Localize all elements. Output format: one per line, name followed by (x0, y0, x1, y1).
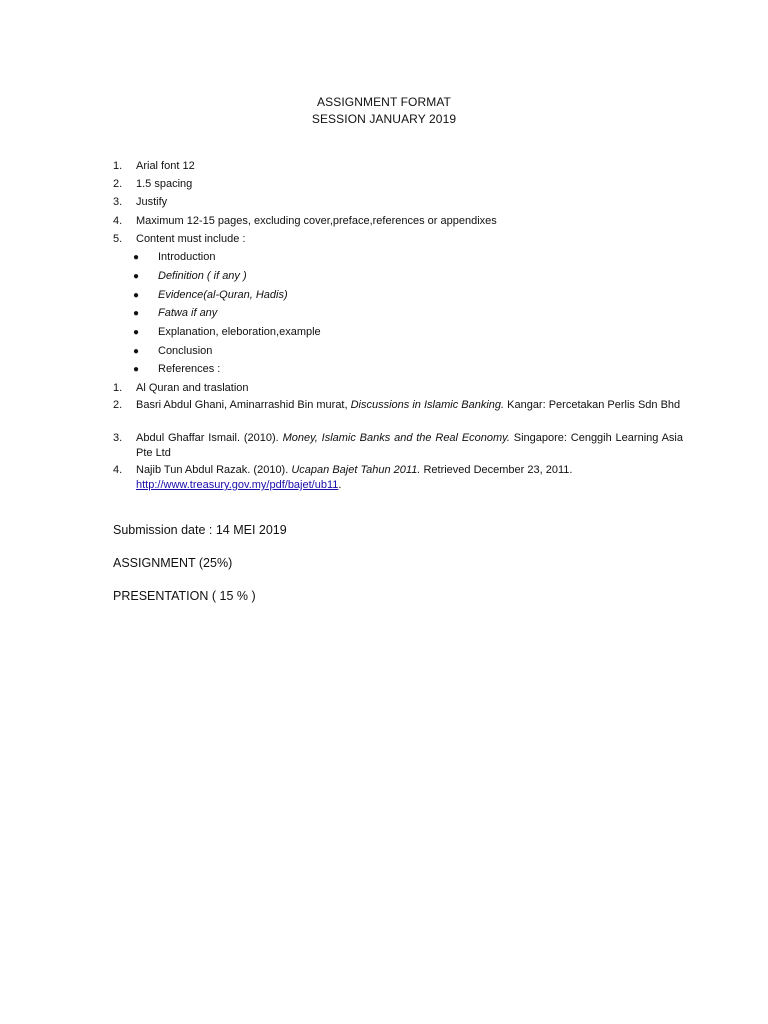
list-item: 2. 1.5 spacing (113, 178, 193, 190)
reference-title: Money, Islamic Banks and the Real Economy. (282, 432, 510, 444)
bullet-icon: ● (133, 308, 140, 319)
list-item: 1. Arial font 12 (113, 160, 195, 172)
content-bullet-list (113, 250, 683, 380)
reference-list (113, 381, 683, 495)
reference-author: Najib Tun Abdul Razak. (136, 464, 251, 476)
reference-url-link[interactable]: http://www.treasury.gov.my/pdf/bajet/ub11 (136, 479, 339, 491)
assignment-weight: ASSIGNMENT (25%) (113, 556, 233, 570)
bullet-item: ● Introduction (133, 251, 216, 263)
bullet-item: ● Evidence(al-Quran, Hadis) (133, 289, 288, 301)
reference-author: Abdul Ghaffar Ismail. (136, 432, 241, 444)
bullet-icon: ● (133, 271, 140, 282)
reference-publisher: Kangar: Percetakan Perlis Sdn Bhd (507, 399, 681, 411)
reference-item: 1. Al Quran and traslation (113, 382, 249, 394)
reference-year: (2010). (253, 464, 289, 476)
reference-title: Discussions in Islamic Banking. (350, 399, 505, 411)
presentation-weight: PRESENTATION ( 15 % ) (113, 589, 256, 603)
bullet-icon: ● (133, 364, 140, 375)
list-item: 5. Content must include : (113, 233, 246, 245)
reference-publisher: Retrieved December 23, 2011. (423, 464, 573, 476)
document-title (0, 94, 768, 128)
reference-title: Ucapan Bajet Tahun 2011. (291, 464, 421, 476)
list-item: 4. Maximum 12-15 pages, excluding cover,preface,references or appendixes (113, 215, 497, 227)
submission-date: Submission date : 14 MEI 2019 (113, 523, 287, 537)
bullet-icon: ● (133, 346, 140, 357)
bullet-item: ● Fatwa if any (133, 307, 218, 319)
bullet-item: ● Definition ( if any ) (133, 270, 247, 282)
bullet-item: ● Conclusion (133, 345, 213, 357)
reference-item: 4. Najib Tun Abdul Razak. (2010). Ucapan Bajet Tahun 2011. Retrieved December 23, 2011. http://www.treasury.gov.my/pdf/bajet/ub11. (113, 464, 573, 491)
list-item: 3. Justify (113, 196, 168, 208)
reference-year: (2010). (243, 432, 279, 444)
bullet-icon: ● (133, 252, 140, 263)
title-line-2: SESSION JANUARY 2019 (311, 112, 457, 126)
bullet-item: ● Explanation, eleboration,example (133, 326, 321, 338)
reference-item: 2. Basri Abdul Ghani, Aminarrashid Bin murat, Discussions in Islamic Banking. Kangar: Percetakan Perlis Sdn Bhd (113, 399, 681, 411)
title-line-1: ASSIGNMENT FORMAT (317, 95, 451, 109)
reference-item: 3. Abdul Ghaffar Ismail. (2010). Money, Islamic Banks and the Real Economy. Singapore: Cenggih Learning Asia Pte Ltd (113, 432, 683, 459)
reference-author: Basri Abdul Ghani, Aminarrashid Bin murat, (136, 399, 348, 411)
bullet-item: ● References : (133, 363, 221, 375)
format-list (113, 159, 683, 250)
bullet-icon: ● (133, 327, 140, 338)
reference-publisher: Singapore: Cenggih Learning Asia Pte Ltd (136, 432, 683, 459)
bullet-icon: ● (133, 290, 140, 301)
